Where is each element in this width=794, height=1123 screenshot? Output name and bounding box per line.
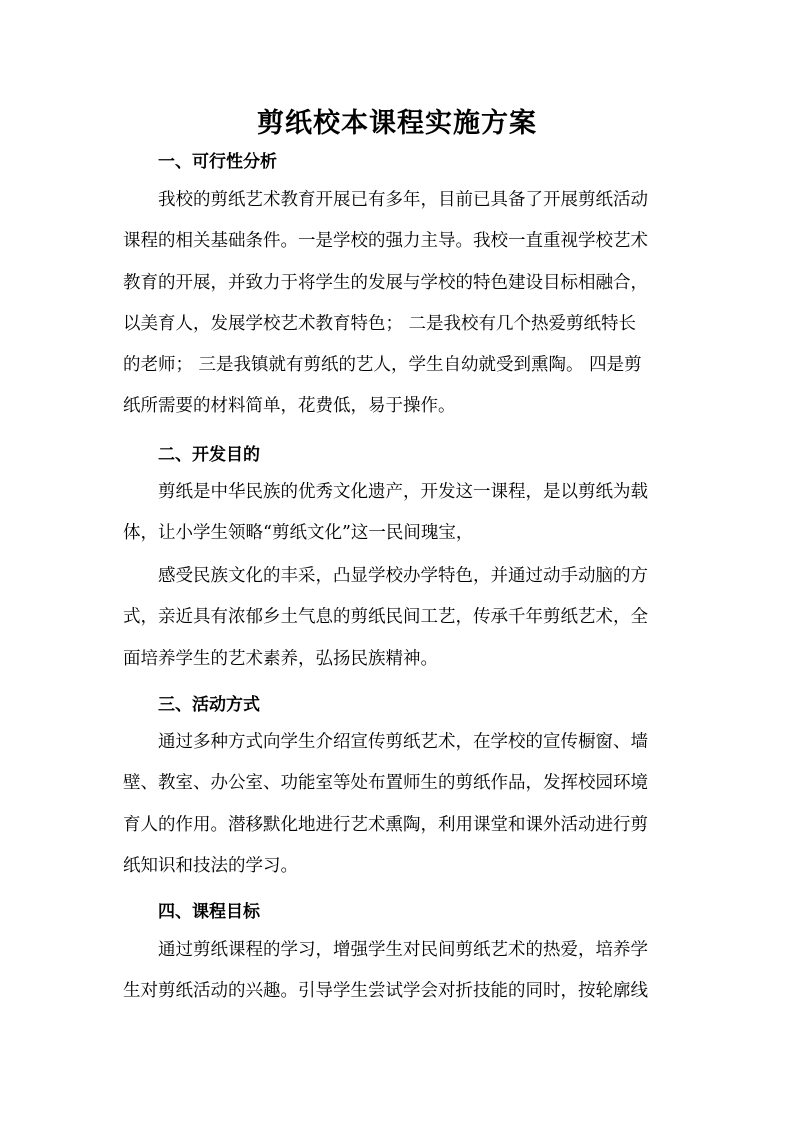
- paragraph: [123, 180, 678, 428]
- paragraph-line: 式，亲近具有浓郁乡土气息的剪纸民间工艺，传承千年剪纸艺术，全: [123, 607, 648, 628]
- paragraph-line: 我校的剪纸艺术教育开展已有多年，目前已具备了开展剪纸活动: [158, 190, 648, 210]
- paragraph-line: 教育的开展，并致力于将学生的发展与学校的特色建设目标相融合，: [123, 272, 648, 293]
- paragraph-line: 面培养学生的艺术素养，弘扬民族精神。: [123, 648, 438, 669]
- paragraph-line: 育人的作用。潜移默化地进行艺术熏陶，利用课堂和课外活动进行剪: [123, 814, 648, 835]
- paragraph-line: 通过剪纸课程的学习，增强学生对民间剪纸艺术的热爱，培养学: [158, 940, 648, 960]
- paragraph: [123, 472, 678, 555]
- document-title: 剪纸校本课程实施方案: [257, 108, 537, 139]
- paragraph-line: 通过多种方式向学生介绍宣传剪纸艺术，在学校的宣传橱窗、墙: [158, 732, 648, 752]
- paragraph-line: 以美育人，发展学校艺术教育特色； 二是我校有几个热爱剪纸特长: [123, 313, 637, 334]
- paragraph-line: 纸知识和技法的学习。: [123, 855, 298, 876]
- section-heading: 三、活动方式: [158, 695, 260, 715]
- paragraph-line: 壁、教室、办公室、功能室等处布置师生的剪纸作品，发挥校园环境: [123, 773, 648, 794]
- paragraph-line: 的老师； 三是我镇就有剪纸的艺人，学生自幼就受到熏陶。 四是剪: [123, 355, 642, 376]
- paragraph-line: 生对剪纸活动的兴趣。引导学生尝试学会对折技能的同时，按轮廓线: [123, 981, 648, 1002]
- paragraph-line: 剪纸是中华民族的优秀文化遗产，开发这一课程，是以剪纸为载: [158, 482, 648, 502]
- section-heading: 四、课程目标: [158, 902, 260, 922]
- section-heading: 一、可行性分析: [158, 152, 277, 172]
- paragraph-line: 感受民族文化的丰采，凸显学校办学特色，并通过动手动脑的方: [158, 566, 648, 586]
- paragraph: [123, 556, 678, 680]
- paragraph: [123, 722, 678, 887]
- paragraph: [123, 930, 678, 1013]
- paragraph-line: 纸所需要的材料简单，花费低，易于操作。: [123, 396, 456, 417]
- paragraph-line: 课程的相关基础条件。一是学校的强力主导。我校一直重视学校艺术: [123, 231, 648, 252]
- paragraph-line: 体，让小学生领略“剪纸文化”这一民间瑰宝，: [123, 523, 474, 544]
- section-heading: 二、开发目的: [158, 445, 260, 465]
